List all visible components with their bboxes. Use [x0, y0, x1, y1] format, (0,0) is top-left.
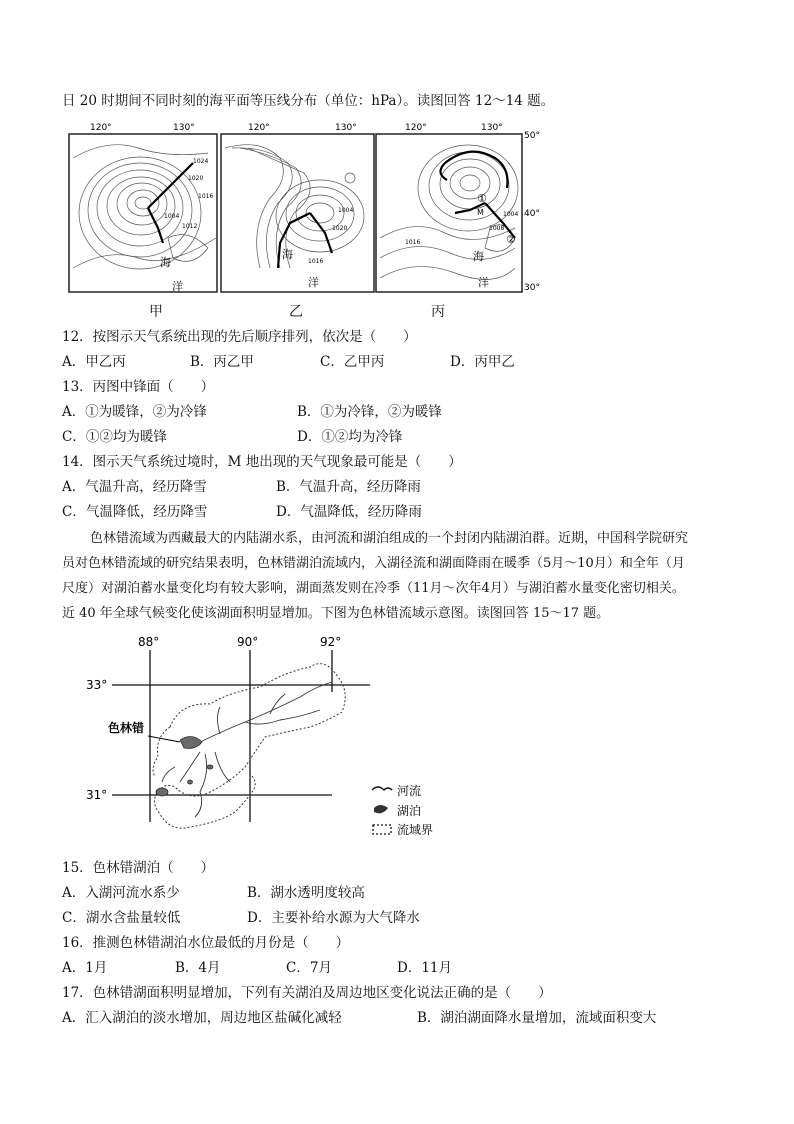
lat-label-31: 31°: [86, 788, 108, 802]
question-12-stem: 12．按图示天气系统出现的先后顺序排列，依次是（ ）: [62, 329, 417, 345]
isobar-map-yi: [220, 118, 375, 293]
q13-option-b[interactable]: B．①为冷锋，②为暖锋: [297, 404, 442, 420]
passage-line-4: 近 40 年全球气候变化使该湖面积明显增加。下图为色林错流域示意图。读图回答 15～17 题。: [62, 606, 610, 621]
marker-2: ②: [506, 233, 516, 246]
isobar-1004: 1004: [164, 213, 180, 220]
q15-option-c[interactable]: C．湖水含盐量较低: [62, 910, 181, 926]
q16-option-d[interactable]: D．11月: [397, 960, 453, 976]
selinco-basin-map: [70, 632, 450, 847]
lat-label-50: 50°: [524, 131, 540, 141]
q16-option-c[interactable]: C．7月: [286, 960, 332, 976]
panel-label-yi: 乙: [289, 304, 303, 320]
lon-label-120: 120°: [405, 123, 427, 133]
question-14-stem: 14．图示天气系统过境时，M 地出现的天气现象最可能是（ ）: [62, 454, 462, 470]
q12-option-c[interactable]: C．乙甲丙: [320, 354, 385, 370]
lat-label-33: 33°: [86, 678, 108, 692]
marker-m: M: [477, 208, 484, 217]
question-17-stem: 17．色林错湖面积明显增加，下列有关湖泊及周边地区变化说法正确的是（ ）: [62, 985, 552, 1001]
question-16-stem: 16．推测色林错湖泊水位最低的月份是（ ）: [62, 935, 350, 951]
passage-line-3: 尺度）对湖泊蓄水量变化均有较大影响，湖面蒸发则在冷季（11月～次年4月）与湖泊蓄水量变化密切相关。: [62, 581, 685, 596]
q14-option-a[interactable]: A．气温升高，经历降雪: [62, 479, 207, 495]
isobar-map-bing: [375, 118, 545, 293]
q17-option-b[interactable]: B．湖泊湖面降水量增加，流域面积变大: [417, 1010, 657, 1026]
q13-option-c[interactable]: C．①②均为暖锋: [62, 429, 167, 445]
q12-option-a[interactable]: A．甲乙丙: [62, 354, 126, 370]
isobar-map-jia: [68, 118, 218, 293]
q12-option-d[interactable]: D．丙甲乙: [450, 354, 515, 370]
q14-option-b[interactable]: B．气温升高，经历降雨: [276, 479, 421, 495]
legend-river: 河流: [397, 784, 422, 798]
panel-label-jia: 甲: [149, 304, 163, 320]
lat-label-40: 40°: [524, 209, 540, 219]
question-15-stem: 15．色林错湖泊（ ）: [62, 860, 215, 876]
q16-option-a[interactable]: A．1月: [62, 960, 108, 976]
q17-option-a[interactable]: A．汇入湖泊的淡水增加，周边地区盐碱化减轻: [62, 1010, 342, 1026]
isobar-1016: 1016: [308, 258, 324, 265]
map-legend: [372, 783, 433, 837]
isobar-1008: 1008: [489, 225, 505, 232]
lon-label-130: 130°: [173, 123, 195, 133]
lakes: [156, 736, 213, 796]
q15-option-a[interactable]: A．入湖河流水系少: [62, 885, 180, 901]
lon-label-120: 120°: [248, 123, 270, 133]
isobar-1004: 1004: [338, 207, 354, 214]
sea-label-1: 海: [160, 256, 171, 269]
isobar-1024: 1024: [193, 158, 209, 165]
passage-line-1: 色林错流域为西藏最大的内陆湖水系，由河流和湖泊组成的一个封闭内陆湖泊群。近期，中国科学院研究: [90, 531, 689, 546]
isobar-1020: 1020: [332, 225, 348, 232]
q13-option-d[interactable]: D．①②均为冷锋: [297, 429, 403, 445]
sea-label-2: 洋: [478, 276, 489, 289]
q12-option-b[interactable]: B．丙乙甲: [190, 354, 254, 370]
sea-label-1: 海: [473, 250, 484, 263]
q15-option-d[interactable]: D．主要补给水源为大气降水: [247, 910, 420, 926]
lon-label-92: 92°: [320, 635, 342, 649]
legend-lake: 湖泊: [397, 804, 422, 818]
lon-label-90: 90°: [237, 635, 259, 649]
question-13-stem: 13．丙图中锋面（ ）: [62, 379, 215, 395]
isobar-1012: 1012: [182, 223, 198, 230]
isobar-1016: 1016: [198, 193, 214, 200]
panel-label-bing: 丙: [431, 304, 445, 320]
lake-label-selinco: 色林错: [108, 721, 145, 735]
isobar-1020: 1020: [188, 175, 204, 182]
passage-line-2: 员对色林错流域的研究结果表明，色林错湖泊流域内，入湖径流和湖面降雨在暖季（5月～10月）和全年（月: [62, 556, 685, 571]
lon-label-120: 120°: [90, 123, 112, 133]
sea-label-1: 海: [282, 248, 293, 261]
q14-option-c[interactable]: C．气温降低，经历降雪: [62, 504, 208, 520]
lon-label-130: 130°: [481, 123, 503, 133]
lat-label-30: 30°: [524, 283, 540, 293]
legend-boundary: 流域界: [397, 823, 434, 837]
q14-option-d[interactable]: D．气温降低，经历降雨: [276, 504, 422, 520]
intro-line: 日 20 时期间不同时刻的海平面等压线分布（单位：hPa）。读图回答 12～14 题。: [62, 93, 555, 109]
lon-label-88: 88°: [138, 635, 160, 649]
sea-label-2: 洋: [308, 276, 319, 289]
isobar-1004: 1004: [503, 211, 519, 218]
isobar-1016: 1016: [405, 239, 421, 246]
lon-label-130: 130°: [335, 123, 357, 133]
river-network: [162, 682, 332, 817]
q16-option-b[interactable]: B．4月: [175, 960, 221, 976]
marker-1: ①: [477, 192, 487, 205]
q13-option-a[interactable]: A．①为暖锋，②为冷锋: [62, 404, 207, 420]
sea-label-2: 洋: [172, 280, 183, 293]
q15-option-b[interactable]: B．湖水透明度较高: [247, 885, 365, 901]
